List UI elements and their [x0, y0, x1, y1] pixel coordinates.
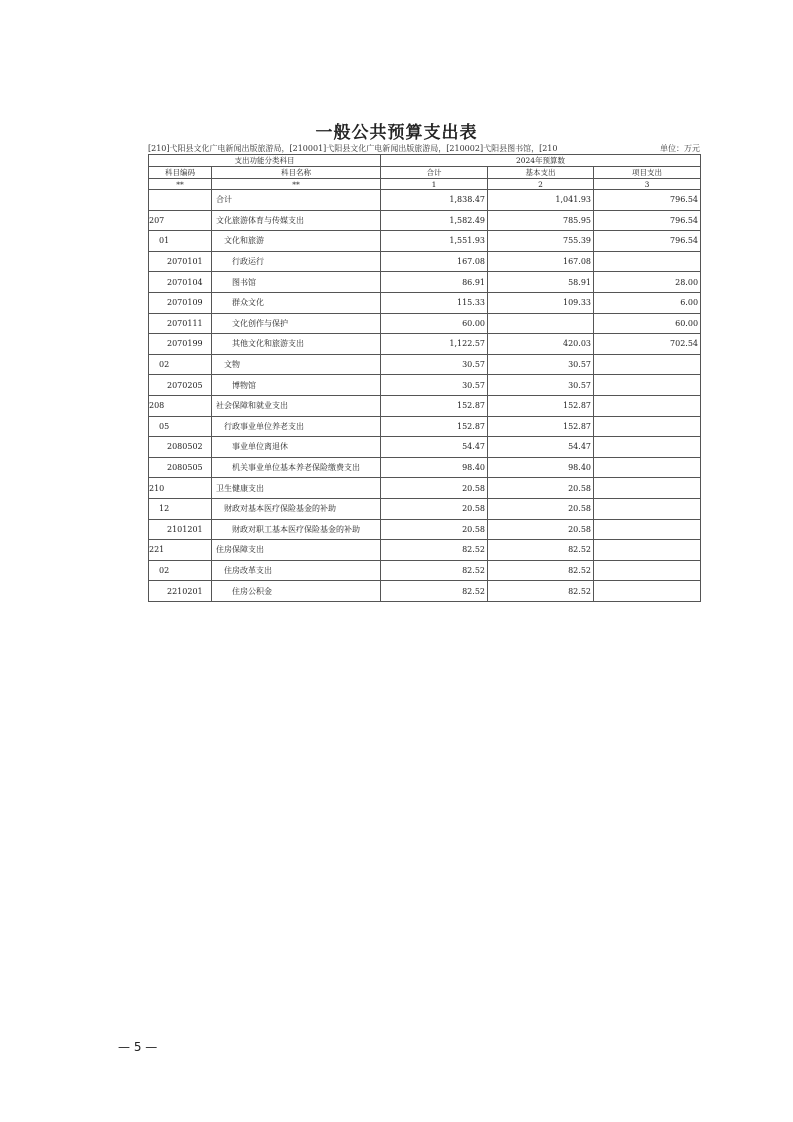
page-number: — 5 — — [118, 1040, 158, 1054]
row-name: 住房公积金 — [212, 581, 381, 602]
header-row-columns — [149, 167, 701, 179]
row-basic: 20.58 — [488, 478, 594, 499]
header-total: 合计 — [381, 167, 488, 179]
organization-line: [210]弋阳县文化广电新闻出版旅游局，[210001]弋阳县文化广电新闻出版旅游局，[210002]弋阳县图书馆，[210 — [148, 144, 558, 153]
row-total: 20.58 — [381, 478, 488, 499]
header-project: 项目支出 — [594, 167, 701, 179]
row-project — [594, 354, 701, 375]
row-code: 221 — [149, 540, 212, 561]
row-basic: 20.58 — [488, 519, 594, 540]
row-code: 2070109 — [149, 292, 212, 313]
page-title: 一般公共预算支出表 — [315, 123, 478, 143]
row-basic: 82.52 — [488, 540, 594, 561]
row-basic — [488, 313, 594, 334]
row-total: 30.57 — [381, 354, 488, 375]
header-code: 科目编码 — [149, 167, 212, 179]
row-code: 12 — [149, 498, 212, 519]
row-project: 796.54 — [594, 210, 701, 231]
row-name: 事业单位离退休 — [212, 437, 381, 458]
row-name: 其他文化和旅游支出 — [212, 334, 381, 355]
row-code: 207 — [149, 210, 212, 231]
row-basic: 785.95 — [488, 210, 594, 231]
table-row — [149, 210, 701, 231]
row-code: 2080502 — [149, 437, 212, 458]
row-code: 2210201 — [149, 581, 212, 602]
header-code-mark: ** — [149, 179, 212, 190]
row-name: 文化创作与保护 — [212, 313, 381, 334]
table-row — [149, 334, 701, 355]
table-row — [149, 292, 701, 313]
row-basic: 30.57 — [488, 375, 594, 396]
row-project — [594, 478, 701, 499]
row-code: 2070111 — [149, 313, 212, 334]
table-row — [149, 581, 701, 602]
header-budget-group: 2024年预算数 — [381, 155, 701, 167]
table-row — [149, 375, 701, 396]
table-row — [149, 272, 701, 293]
row-total: 1,122.57 — [381, 334, 488, 355]
row-name: 文物 — [212, 354, 381, 375]
table-row — [149, 560, 701, 581]
row-total: 60.00 — [381, 313, 488, 334]
row-code: 2070205 — [149, 375, 212, 396]
row-code: 2080505 — [149, 457, 212, 478]
row-basic: 98.40 — [488, 457, 594, 478]
table-row — [149, 478, 701, 499]
header-name-mark: ** — [212, 179, 381, 190]
row-name: 图书馆 — [212, 272, 381, 293]
row-code: 05 — [149, 416, 212, 437]
row-basic: 82.52 — [488, 581, 594, 602]
table-row — [149, 416, 701, 437]
header-row-groups — [149, 155, 701, 167]
header-category-group: 支出功能分类科目 — [149, 155, 381, 167]
table-row — [149, 313, 701, 334]
row-project — [594, 251, 701, 272]
row-project — [594, 416, 701, 437]
row-name: 合计 — [212, 190, 381, 211]
row-project: 28.00 — [594, 272, 701, 293]
row-code: 2070101 — [149, 251, 212, 272]
unit-label: 单位：万元 — [660, 144, 700, 153]
row-project — [594, 437, 701, 458]
table-row — [149, 251, 701, 272]
row-basic: 30.57 — [488, 354, 594, 375]
table-row — [149, 231, 701, 252]
header-row-index — [149, 179, 701, 190]
row-project — [594, 375, 701, 396]
row-basic: 58.91 — [488, 272, 594, 293]
row-total: 152.87 — [381, 395, 488, 416]
row-code: 02 — [149, 354, 212, 375]
row-code — [149, 190, 212, 211]
row-code: 2101201 — [149, 519, 212, 540]
row-project: 796.54 — [594, 231, 701, 252]
row-total: 20.58 — [381, 498, 488, 519]
row-total: 30.57 — [381, 375, 488, 396]
row-basic: 54.47 — [488, 437, 594, 458]
row-basic: 1,041.93 — [488, 190, 594, 211]
table-row — [149, 457, 701, 478]
row-total: 115.33 — [381, 292, 488, 313]
row-project — [594, 519, 701, 540]
row-basic: 420.03 — [488, 334, 594, 355]
row-code: 02 — [149, 560, 212, 581]
row-project — [594, 498, 701, 519]
table-row — [149, 190, 701, 211]
row-code: 01 — [149, 231, 212, 252]
header-col2: 2 — [488, 179, 594, 190]
header-name: 科目名称 — [212, 167, 381, 179]
row-name: 住房改革支出 — [212, 560, 381, 581]
row-total: 82.52 — [381, 540, 488, 561]
row-name: 卫生健康支出 — [212, 478, 381, 499]
header-col3: 3 — [594, 179, 701, 190]
row-name: 财政对职工基本医疗保险基金的补助 — [212, 519, 381, 540]
row-total: 167.08 — [381, 251, 488, 272]
row-name: 行政事业单位养老支出 — [212, 416, 381, 437]
table-row — [149, 395, 701, 416]
table-row — [149, 519, 701, 540]
row-name: 行政运行 — [212, 251, 381, 272]
row-basic: 20.58 — [488, 498, 594, 519]
row-name: 住房保障支出 — [212, 540, 381, 561]
row-project — [594, 457, 701, 478]
row-project: 60.00 — [594, 313, 701, 334]
row-total: 20.58 — [381, 519, 488, 540]
row-code: 2070199 — [149, 334, 212, 355]
row-name: 文化旅游体育与传媒支出 — [212, 210, 381, 231]
budget-table — [148, 154, 701, 602]
row-total: 54.47 — [381, 437, 488, 458]
row-basic: 82.52 — [488, 560, 594, 581]
row-project — [594, 540, 701, 561]
row-basic: 152.87 — [488, 416, 594, 437]
row-code: 2070104 — [149, 272, 212, 293]
row-code: 210 — [149, 478, 212, 499]
header-col1: 1 — [381, 179, 488, 190]
row-total: 1,551.93 — [381, 231, 488, 252]
row-name: 机关事业单位基本养老保险缴费支出 — [212, 457, 381, 478]
row-project — [594, 395, 701, 416]
table-row — [149, 437, 701, 458]
row-project: 702.54 — [594, 334, 701, 355]
row-name: 博物馆 — [212, 375, 381, 396]
row-basic: 109.33 — [488, 292, 594, 313]
table-row — [149, 498, 701, 519]
row-project — [594, 581, 701, 602]
row-project: 6.00 — [594, 292, 701, 313]
row-total: 1,838.47 — [381, 190, 488, 211]
header-basic: 基本支出 — [488, 167, 594, 179]
row-basic: 167.08 — [488, 251, 594, 272]
row-total: 98.40 — [381, 457, 488, 478]
row-name: 群众文化 — [212, 292, 381, 313]
table-row — [149, 354, 701, 375]
row-name: 社会保障和就业支出 — [212, 395, 381, 416]
row-basic: 152.87 — [488, 395, 594, 416]
row-name: 文化和旅游 — [212, 231, 381, 252]
row-total: 1,582.49 — [381, 210, 488, 231]
row-code: 208 — [149, 395, 212, 416]
row-name: 财政对基本医疗保险基金的补助 — [212, 498, 381, 519]
row-total: 86.91 — [381, 272, 488, 293]
row-project — [594, 560, 701, 581]
table-row — [149, 540, 701, 561]
row-basic: 755.39 — [488, 231, 594, 252]
row-project: 796.54 — [594, 190, 701, 211]
row-total: 152.87 — [381, 416, 488, 437]
row-total: 82.52 — [381, 560, 488, 581]
row-total: 82.52 — [381, 581, 488, 602]
